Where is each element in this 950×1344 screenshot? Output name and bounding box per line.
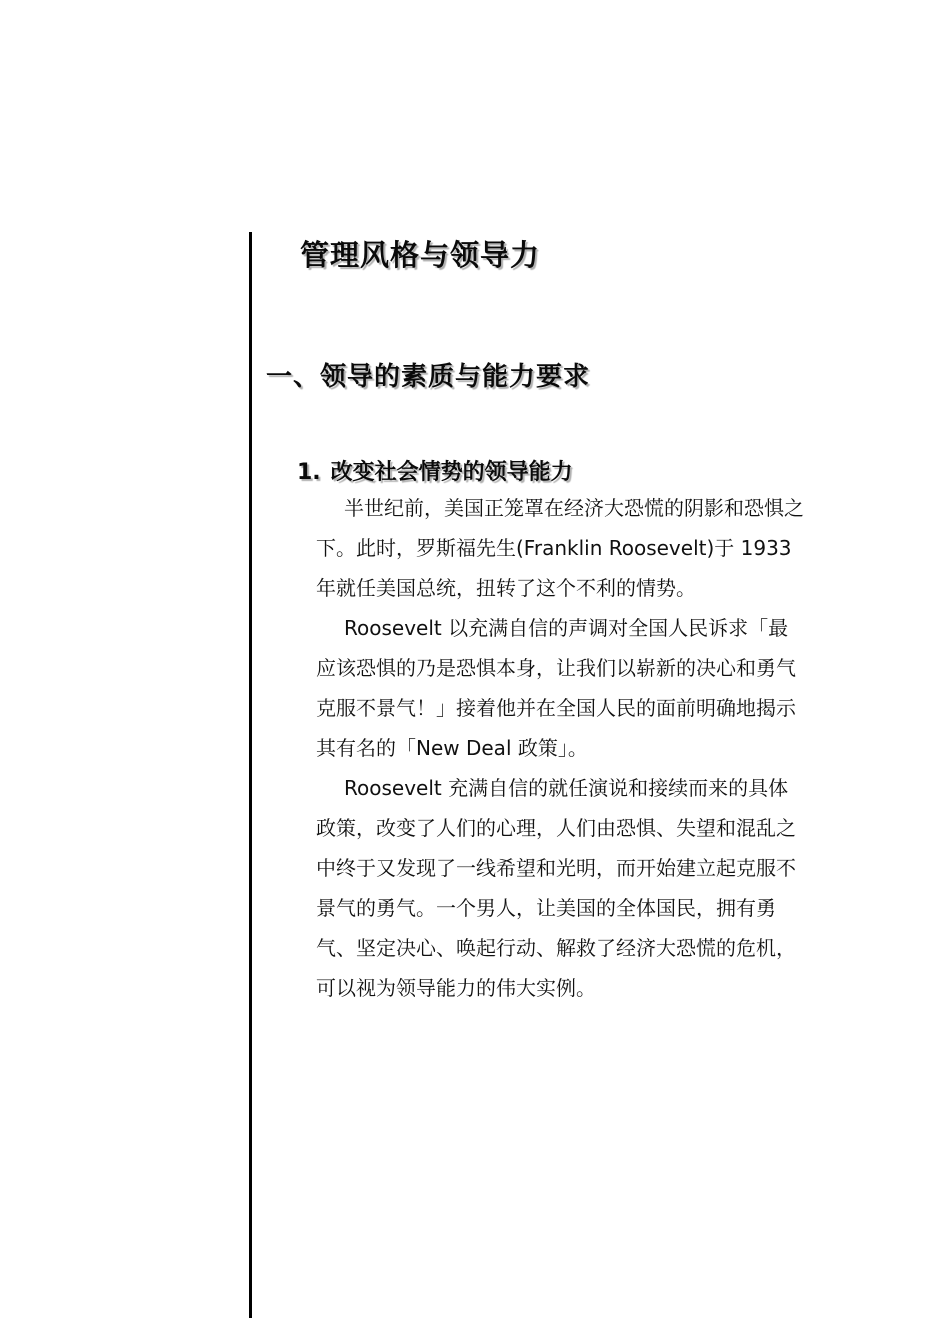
subsection-heading-text: 改变社会情势的领导能力	[330, 460, 573, 485]
left-margin-rule	[249, 232, 252, 1318]
section-number: 一、	[266, 362, 321, 392]
section-heading-text: 领导的素质与能力要求	[320, 362, 591, 392]
subsection-number: 1.	[297, 460, 321, 485]
paragraph-3: Roosevelt 充满自信的就任演说和接续而来的具体政策，改变了人们的心理，人们由恐惧、失望和混乱之中终于又发现了一线希望和光明，而开始建立起克服不景气的勇气。一个男人，让美国的全体国民，拥有勇气、坚定决心、唤起行动、解救了经济大恐慌的危机，可以视为领导能力的伟大实例。	[316, 776, 796, 1000]
section-heading	[266, 356, 590, 393]
document-title: 管理风格与领导力	[300, 238, 541, 272]
body-text	[316, 488, 806, 1008]
paragraph-2: Roosevelt 以充满自信的声调对全国人民诉求「最应该恐惧的乃是恐惧本身，让我们以崭新的决心和勇气克服不景气！」接着他并在全国人民的面前明确地揭示其有名的「New Deal 政策」。	[316, 616, 796, 760]
subsection-heading	[297, 455, 573, 486]
paragraph-1: 半世纪前，美国正笼罩在经济大恐慌的阴影和恐惧之下。此时，罗斯福先生(Franklin Roosevelt)于 1933 年就任美国总统，扭转了这个不利的情势。	[316, 496, 804, 600]
